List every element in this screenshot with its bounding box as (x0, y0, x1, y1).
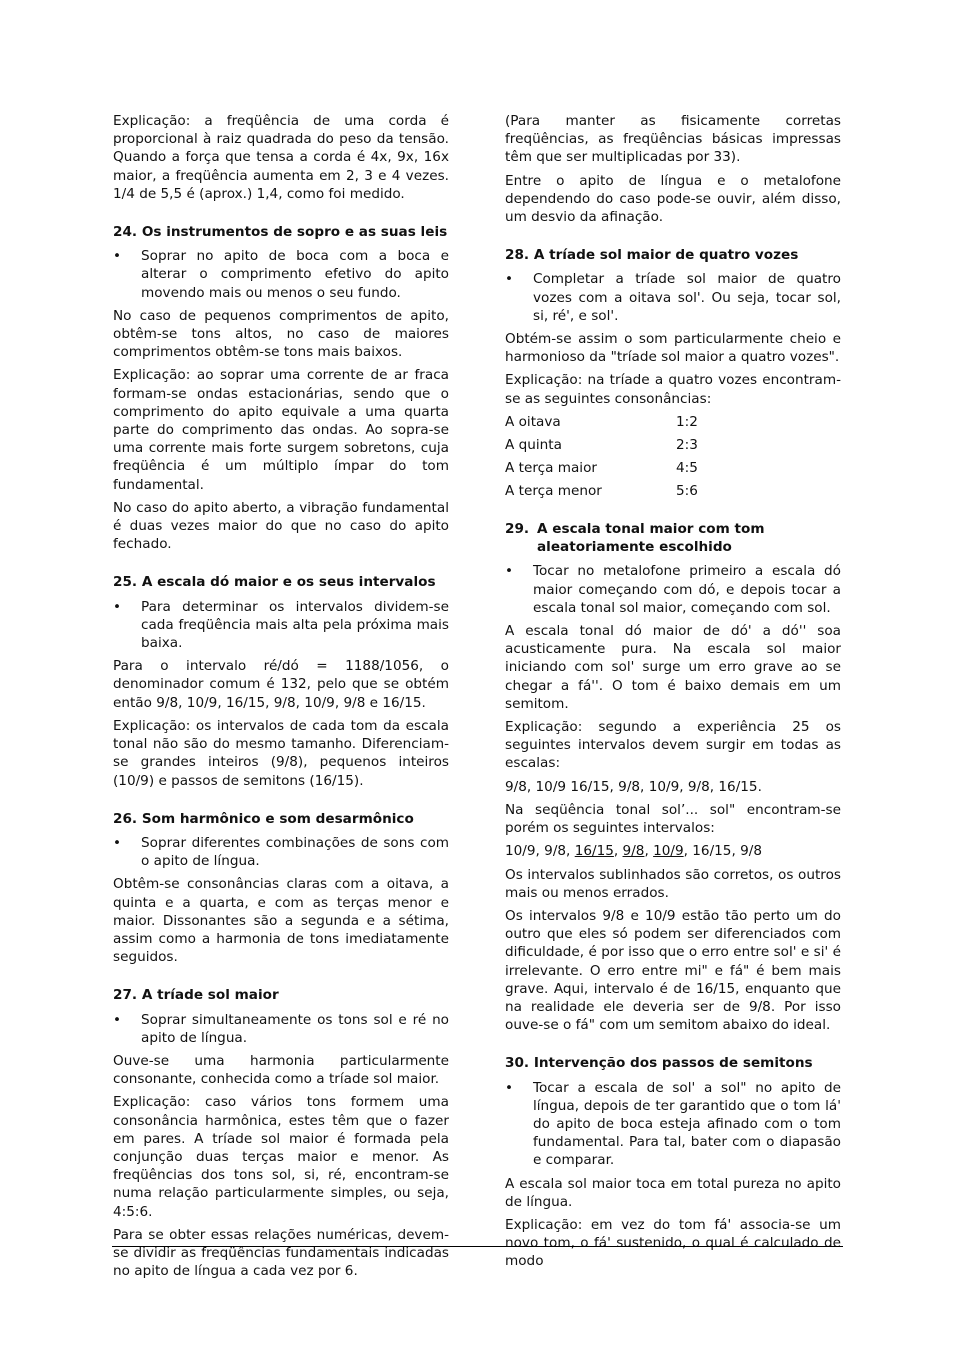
footer-rule (112, 1246, 843, 1247)
ratio-value: 5:6 (676, 482, 698, 499)
section-25-heading: 25. A escala dó maior e os seus intervalos (113, 574, 436, 591)
ratio-value: 4:5 (676, 459, 698, 476)
right-column (505, 112, 841, 1276)
interval-sequence (505, 842, 841, 860)
seq-text: , 16/15, 9/8 (683, 843, 762, 860)
section-29-number: 29. (505, 521, 530, 538)
ratio-name: A oitava (505, 413, 561, 430)
section-27-heading: 27. A tríade sol maior (113, 987, 279, 1004)
consonance-ratios (505, 413, 841, 500)
section-26-list (113, 834, 449, 870)
section-29-list (505, 562, 841, 617)
paragraph: Obtém-se assim o som particularmente cheio e harmonioso da "tríade sol maior a quatro vozes". (505, 331, 841, 366)
seq-text: 10/9, 9/8, (505, 843, 575, 860)
paragraph: Os intervalos sublinhados são corretos, os outros mais ou menos errados. (505, 866, 841, 901)
ratio-row (505, 413, 841, 431)
section-28-heading: 28. A tríade sol maior de quatro vozes (505, 247, 799, 264)
section-30-heading: 30. Intervenção dos passos de semitons (505, 1055, 813, 1072)
underlined-interval: 16/15 (574, 843, 614, 860)
paragraph: A escala sol maior toca em total pureza no apito de língua. (505, 1175, 841, 1210)
ratio-row (505, 482, 841, 500)
underlined-interval: 10/9 (653, 843, 684, 860)
paragraph: Para o intervalo ré/dó = 1188/1056, o denominador comum é 132, pelo que se obtém então 9/8, 10/9, 16/15, 9/8, 10/9, 9/8 e 16/15. (113, 658, 449, 711)
intro-paragraph: Explicação: a freqüência de uma corda é proporcional à raiz quadrada do peso da tensão. Quando a força que tensa a corda é 4x, 9x, 16x maior, a freqüência aumenta em 2, 3 e 4 vezes. 1/4 de 5,5 é (aprox.) 1,4, como foi medido. (113, 113, 449, 202)
section-29-heading (505, 520, 841, 556)
ratio-value: 1:2 (676, 413, 698, 430)
section-27-list (113, 1011, 449, 1047)
paragraph: Entre o apito de língua e o metalofone dependendo do caso pode-se ouvir, além disso, um desvio da afinação. (505, 172, 841, 226)
paragraph: Ouve-se uma harmonia particularmente consonante, conhecida como a tríade sol maior. (113, 1052, 449, 1088)
section-24-heading: 24. Os instrumentos de sopro e as suas leis (113, 224, 448, 241)
paragraph: Explicação: em vez do tom fá' associa-se um novo tom, o fá' sustenido, o qual é calculado de modo (505, 1216, 841, 1270)
paragraph: Explicação: caso vários tons formem uma consonância harmônica, estes têm que o fazer em pares. A tríade sol maior é formada pela conjunção duas terças maior e menor. As freqüências dos tons sol, si, ré, encontram-se numa relação particularmente simples, ou seja, 4:5:6. (113, 1094, 449, 1220)
ratio-name: A terça menor (505, 482, 602, 499)
paragraph: Explicação: ao soprar uma corrente de ar fraca formam-se ondas estacionárias, sendo que o comprimento do apito equivale a uma quarta parte do comprimento das ondas. Ao sopra-se uma corrente mais forte surgem sobretons, cuja freqüência é um múltiplo ímpar do tom fundamental. (113, 367, 449, 493)
section-25-list (113, 598, 449, 653)
section-30-list (505, 1079, 841, 1170)
list-item: • Tocar no metalofone primeiro a escala dó maior começando com dó, e depois tocar a escala tonal sol maior, começando com sol. (505, 562, 841, 617)
paragraph: No caso de pequenos comprimentos de apito, obtêm-se tons altos, no caso de maiores comprimentos obtêm-se tons mais baixos. (113, 307, 449, 361)
list-item: • Soprar diferentes combinações de sons com o apito de língua. (113, 834, 449, 870)
section-29-title: A escala tonal maior com tom aleatoriamente escolhido (537, 521, 765, 556)
list-item: • Tocar a escala de sol' a sol" no apito de língua, depois de ter garantido que o tom lá' do apito de boca esteja afinado com o tom fundamental. Para tal, bater com o diapasão e comparar. (505, 1079, 841, 1170)
list-item: • Soprar no apito de boca com a boca e alterar o comprimento efetivo do apito movendo mais ou menos o seu fundo. (113, 247, 449, 302)
paragraph: Na seqüência tonal sol’... sol" encontram-se porém os seguintes intervalos: (505, 801, 841, 837)
paragraph: (Para manter as fisicamente corretas freqüências, as freqüências básicas impressas têm que ser multiplicadas por 33). (505, 113, 841, 166)
seq-separator: , (613, 843, 623, 860)
paragraph: A escala tonal dó maior de dó' a dó'' soa acusticamente pura. Na escala sol maior iniciando com sol' surge um erro grave ao se chegar a fá''. O tom é baixo demais em um semitom. (505, 623, 841, 712)
ratio-value: 2:3 (676, 436, 698, 453)
ratio-name: A quinta (505, 436, 562, 453)
list-item: • Completar a tríade sol maior de quatro vozes com a oitava sol'. Ou seja, tocar sol, si, ré', e sol'. (505, 270, 841, 325)
paragraph: Explicação: segundo a experiência 25 os seguintes intervalos devem surgir em todas as escalas: (505, 719, 841, 772)
ratio-name: A terça maior (505, 459, 597, 476)
section-24-list (113, 247, 449, 302)
paragraph: 9/8, 10/9 16/15, 9/8, 10/9, 9/8, 16/15. (505, 778, 762, 795)
paragraph: No caso do apito aberto, a vibração fundamental é duas vezes maior do que no caso do apito fechado. (113, 499, 449, 553)
paragraph: Explicação: os intervalos de cada tom da escala tonal não são do mesmo tamanho. Diferenciam-se grandes inteiros (9/8), pequenos inteiros (10/9) e passos de semitons (16/15). (113, 717, 449, 789)
paragraph: Obtêm-se consonâncias claras com a oitava, a quinta e a quarta, e com as terças menor e maior. Dissonantes são a segunda e a sétima, assim como a harmonia de tons imediatamente seguidos. (113, 876, 449, 966)
ratio-row (505, 459, 841, 477)
paragraph: Para se obter essas relações numéricas, devem-se dividir as freqüências fundamentais indicadas no apito de língua a cada vez por 6. (113, 1226, 449, 1280)
ratio-row (505, 436, 841, 454)
list-item: • Para determinar os intervalos dividem-se cada freqüência mais alta pela próxima mais baixa. (113, 598, 449, 653)
section-26-heading: 26. Som harmônico e som desarmônico (113, 810, 414, 827)
paragraph: Os intervalos 9/8 e 10/9 estão tão perto um do outro que eles só podem ser diferenciados com dificuldade, é por isso que o erro entre sol' e si' é irrelevante. O erro entre mi" e fá" é bem mais grave. Aqui, intervalo é de 16/15, enquanto que na realidade ele deveria ser de 9/8. Por isso ouve-se o fá" com um semitom abaixo do ideal. (505, 907, 841, 1034)
paragraph: Explicação: na tríade a quatro vozes encontram-se as seguintes consonâncias: (505, 372, 841, 407)
left-column (113, 112, 449, 1285)
seq-separator: , (644, 843, 654, 860)
list-item: • Soprar simultaneamente os tons sol e ré no apito de língua. (113, 1011, 449, 1047)
section-28-list (505, 270, 841, 325)
underlined-interval: 9/8 (622, 843, 645, 860)
